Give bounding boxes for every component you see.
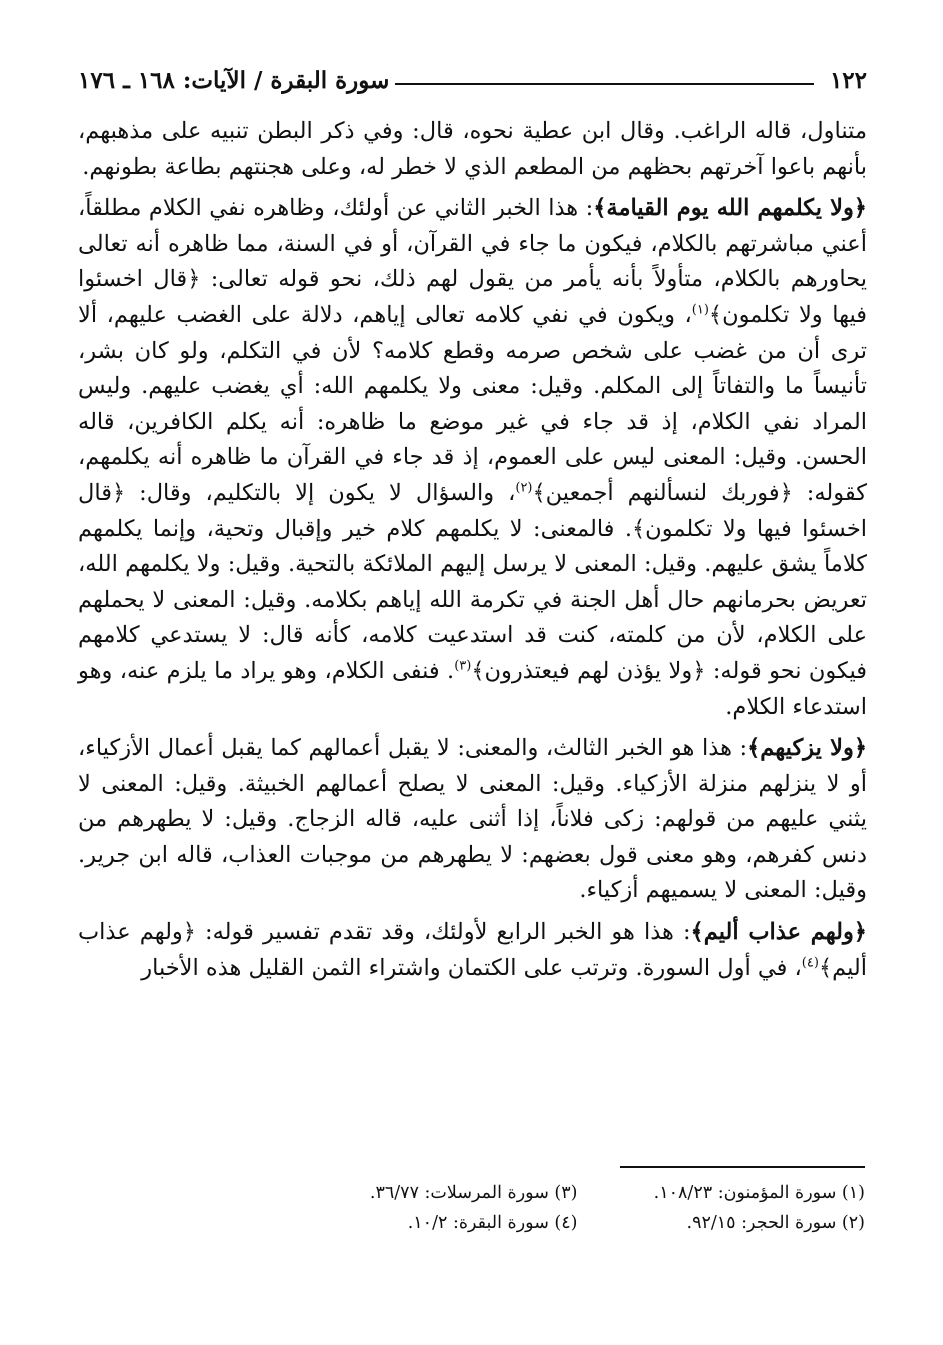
paragraph bbox=[78, 114, 867, 185]
footnote: (٢) سورة الحجر: ٩٢/١٥. bbox=[686, 1213, 865, 1233]
footnote-ref: (١) bbox=[691, 302, 709, 318]
header-rule bbox=[395, 83, 814, 85]
footnote: (٤) سورة البقرة: ١٠/٢. bbox=[407, 1213, 578, 1233]
footnote-ref: (٢) bbox=[515, 480, 533, 496]
text-run: ، ويكون في نفي كلامه تعالى إياهم، دلالة على الغضب عليهم، ألا ترى أن من غضب على شخص صرمه وقطع كلامه؟ لأن في التكلم، ولو كان بشر، تأنيساً ما والتفاتاً إلى المكلم. وقيل: معنى ولا يكلمهم الله: أي يغضب عليهم. وليس المراد نفي الكلام، إذ قد جاء في غير موضع ما ظاهره: أنه يكلم الكافرين، قاله الحسن. وقيل: المعنى ليس على العموم، إذ قد جاء في القرآن ما ظاهره أنه يكلمهم، كقوله: ﴿فوربك لنسألنهم أجمعين﴾ bbox=[78, 301, 867, 506]
text-run: ، والسؤال لا يكون إلا بالتكليم، وقال: ﴿قال اخسئوا فيها ولا تكلمون﴾. فالمعنى: لا يكلمهم كلام خير وإقبال وتحية، وإنما يكلمهم كلاماً يشق عليهم. وقيل: المعنى لا يرسل إليهم الملائكة بالتحية. وقيل: ولا يكلمهم الله، تعريض بحرمانهم حال أهل الجنة في تكرمة الله إياهم بكلامه. وقيل: المعنى لا يحملهم على الكلام، لأن من كلمته، كنت قد استدعيت كلامه، كأنه قال: لا يستدعي كلامهم فيكون نحو قوله: ﴿ولا يؤذن لهم فيعتذرون﴾ bbox=[78, 479, 867, 684]
footnote: (١) سورة المؤمنون: ١٠٨/٢٣. bbox=[653, 1183, 865, 1203]
page-number: ١٢٢ bbox=[829, 66, 867, 94]
text-run: . فنفى الكلام، وهو يراد ما يلزم عنه، وهو استدعاء الكلام. bbox=[78, 657, 867, 720]
text-run: : هذا هو الخبر الرابع لأولئك، وقد تقدم تفسير قوله: ﴿ولهم عذاب أليم﴾ bbox=[78, 919, 867, 981]
footnote-separator bbox=[620, 1166, 865, 1168]
text-run: : هذا هو الخبر الثالث، والمعنى: لا يقبل أعمالهم كما يقبل أعمال الأزكياء، أو لا ينزلهم منزلة الأزكياء. وقيل: المعنى لا يصلح أعمالهم الخبيثة. وقيل: المعنى لا يثني عليهم من قولهم: زكى فلاناً، إذا أثنى عليه، قاله الزجاج. وقيل: لا يطهرهم من دنس كفرهم، وهو معنى قول بعضهم: لا يطهرهم من موجبات العذاب، قاله ابن جرير. وقيل: المعنى لا يسميهم أزكياء. bbox=[78, 735, 867, 904]
verse-quote: ﴿ولا يزكيهم﴾ bbox=[747, 735, 867, 762]
verse-quote: ﴿ولهم عذاب أليم﴾ bbox=[690, 919, 867, 946]
paragraph bbox=[78, 915, 867, 986]
text-run: ، في أول السورة. وترتب على الكتمان واشتراء الثمن القليل هذه الأخبار bbox=[141, 954, 802, 981]
paragraph bbox=[78, 191, 867, 725]
footnotes bbox=[290, 1183, 865, 1233]
footnote-ref: (٣) bbox=[454, 658, 472, 674]
running-header bbox=[78, 58, 867, 102]
verse-quote: ﴿ولا يكلمهم الله يوم القيامة﴾ bbox=[593, 195, 867, 222]
paragraph bbox=[78, 731, 867, 909]
header-title: سورة البقرة / الآيات: ١٦٨ ـ ١٧٦ bbox=[78, 66, 390, 94]
text-run: : هذا الخبر الثاني عن أولئك، وظاهره نفي الكلام مطلقاً، أعني مباشرتهم بالكلام، فيكون ما جاء في القرآن، أو في السنة، مما ظاهره أنه تعالى يحاورهم بالكلام، متأولاً بأنه يأمر من يقول لهم ذلك، نحو قوله تعالى: ﴿قال اخسئوا فيها ولا تكلمون﴾ bbox=[78, 195, 867, 328]
footnote-ref: (٤) bbox=[801, 955, 819, 971]
text-run: متناول، قاله الراغب. وقال ابن عطية نحوه، قال: وفي ذكر البطن تنبيه على مذهبهم، بأنهم باعوا آخرتهم بحظهم من المطعم الذي لا خطر له، وعلى هجنتهم بطاعة بطونهم. bbox=[78, 118, 867, 180]
footnote: (٣) سورة المرسلات: ٣٦/٧٧. bbox=[369, 1183, 578, 1203]
body-text bbox=[78, 114, 867, 986]
